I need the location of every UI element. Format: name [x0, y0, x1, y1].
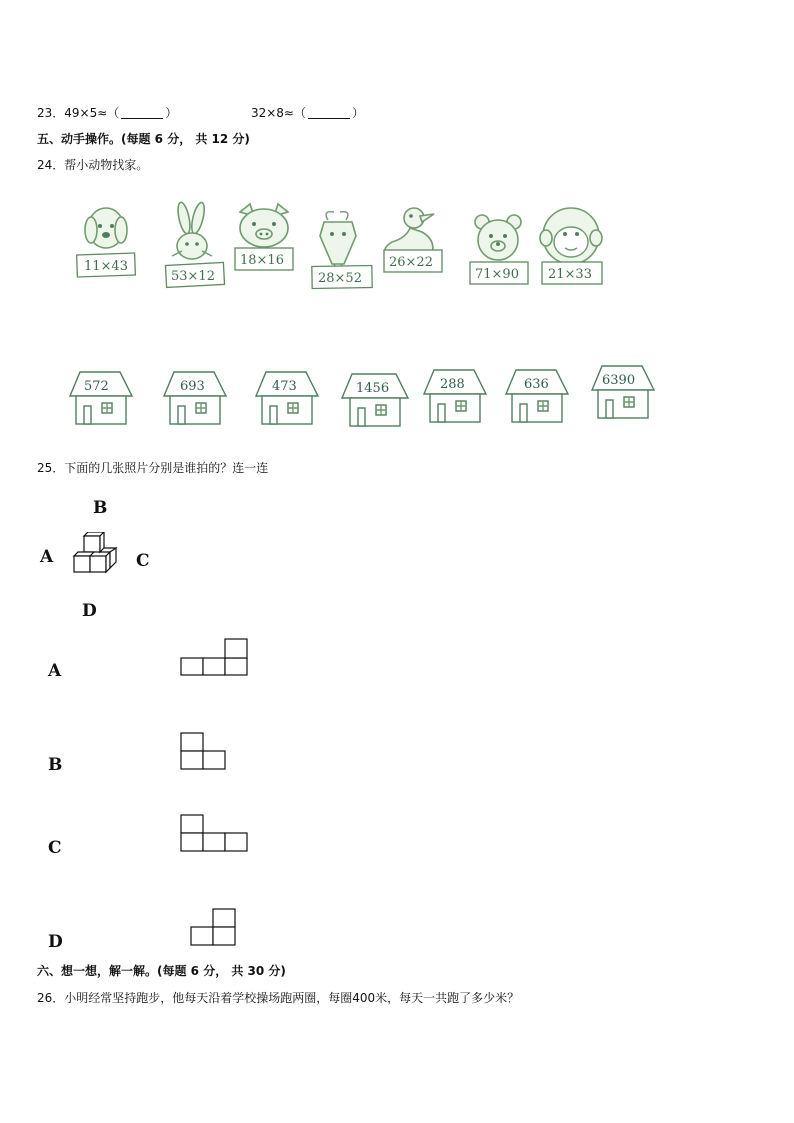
- section-6-heading: 六、想一想，解一解。(每题 6 分， 共 30 分): [37, 964, 286, 978]
- animal-bear-expr: 71×90: [475, 267, 519, 282]
- view-label-a: A: [48, 661, 62, 681]
- view-figure-a[interactable]: [180, 638, 250, 682]
- animal-bear[interactable]: [466, 212, 532, 294]
- animal-goat[interactable]: [306, 210, 376, 298]
- house-2-number: 693: [180, 379, 205, 394]
- question-23: [37, 104, 364, 121]
- house-3[interactable]: [248, 370, 324, 432]
- house-1[interactable]: [62, 370, 138, 432]
- house-3-number: 473: [272, 379, 297, 394]
- cube-label-d: D: [82, 601, 97, 621]
- house-4-number: 1456: [356, 381, 390, 396]
- q23-close-paren-2: ）: [351, 106, 364, 120]
- house-5[interactable]: [416, 368, 492, 430]
- question-24: 24．帮小动物找家。: [37, 158, 149, 172]
- question-26: 26．小明经常坚持跑步，他每天沿着学校操场跑两圈，每圈400米，每天一共跑了多少米？: [37, 991, 520, 1005]
- q23-close-paren-1: ）: [165, 106, 178, 120]
- animal-duck[interactable]: [380, 204, 446, 282]
- house-5-number: 288: [440, 377, 465, 392]
- question-25: 25．下面的几张照片分别是谁拍的？连一连: [37, 461, 269, 475]
- cube-label-b: B: [93, 498, 108, 518]
- cube-stack-figure: [70, 532, 122, 592]
- q23-left-text: 23．49×5≈（: [37, 106, 120, 120]
- animal-dog[interactable]: [74, 202, 140, 284]
- animal-monkey-expr: 21×33: [548, 267, 592, 282]
- view-label-b: B: [48, 755, 63, 775]
- house-2[interactable]: [156, 370, 232, 432]
- view-figure-d[interactable]: [190, 908, 240, 952]
- animal-goat-expr: 28×52: [318, 271, 362, 286]
- house-6[interactable]: [498, 368, 574, 430]
- animal-rabbit-expr: 53×12: [171, 269, 215, 284]
- view-label-c: C: [48, 838, 62, 858]
- animal-pig[interactable]: [232, 202, 296, 278]
- animal-duck-expr: 26×22: [389, 255, 433, 270]
- house-1-number: 572: [84, 379, 109, 394]
- section-5-heading: 五、动手操作。(每题 6 分， 共 12 分): [37, 132, 250, 146]
- animal-pig-expr: 18×16: [240, 253, 284, 268]
- animal-monkey[interactable]: [538, 204, 608, 292]
- q23-answer-blank-2[interactable]: [308, 107, 350, 119]
- q23-right-text: 32×8≈（: [250, 106, 306, 120]
- house-6-number: 636: [524, 377, 549, 392]
- house-7-number: 6390: [602, 373, 636, 388]
- house-7[interactable]: [584, 364, 660, 426]
- cube-label-a: A: [40, 547, 54, 567]
- animal-dog-expr: 11×43: [84, 259, 128, 274]
- view-figure-b[interactable]: [180, 732, 230, 776]
- view-label-d: D: [48, 932, 63, 952]
- animal-rabbit[interactable]: [162, 200, 228, 294]
- view-figure-c[interactable]: [180, 814, 252, 858]
- cube-label-c: C: [136, 551, 150, 571]
- q23-answer-blank-1[interactable]: [121, 107, 163, 119]
- house-4[interactable]: [336, 372, 412, 434]
